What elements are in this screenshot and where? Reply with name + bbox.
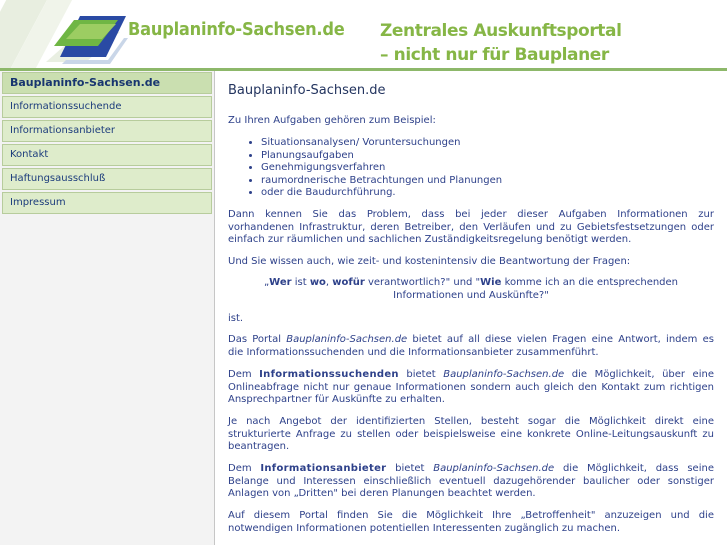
text-line: Anlagen von „Dritten" bei deren Planungen beachtet werden. bbox=[228, 488, 536, 499]
text-line: beantragen. bbox=[228, 441, 290, 452]
emphasis: Wer bbox=[269, 277, 292, 288]
problem-paragraph bbox=[228, 209, 714, 247]
page-title: Bauplaninfo-Sachsen.de bbox=[228, 83, 386, 98]
text-line: einfach zur räumlichen und sachlichen Zuständigkeitsregelung benötigt werden. bbox=[228, 234, 632, 245]
sidebar-item-haftungsausschluss[interactable]: Haftungsausschluß bbox=[2, 168, 212, 190]
list-item: • Situationsanalysen/ Voruntersuchungen bbox=[261, 137, 502, 150]
text-fragment: , bbox=[325, 277, 333, 288]
emphasis: Informationsanbieter bbox=[260, 463, 387, 474]
task-list bbox=[228, 137, 502, 200]
text-line: Ansprechpartner für Auskünfte zu erhalten. bbox=[228, 394, 445, 405]
text-line: Auf diesem Portal finden Sie die Möglichkeit Ihre „Betroffenheit" anzuzeigen und die bbox=[228, 510, 714, 521]
emphasis: wo bbox=[309, 277, 326, 288]
sidebar-item-informationsanbieter[interactable]: Informationsanbieter bbox=[2, 120, 212, 142]
seekers-paragraph bbox=[228, 369, 714, 407]
text-fragment: verantwortlich?" und " bbox=[364, 277, 481, 288]
list-item: • Genehmigungsverfahren bbox=[261, 162, 502, 175]
providers-paragraph bbox=[228, 463, 714, 501]
direct-paragraph bbox=[228, 416, 714, 454]
emphasis: Informationssuchenden bbox=[259, 369, 399, 380]
intro-text: Zu Ihren Aufgaben gehören zum Beispiel: bbox=[228, 115, 436, 126]
slogan-line: Zentrales Auskunftsportal bbox=[380, 21, 622, 41]
portal-name: Bauplaninfo-Sachsen.de bbox=[443, 369, 565, 380]
text-line: Belange und Interessen einschließlich eventuell dazugehörender baulicher oder sonstiger bbox=[228, 475, 714, 487]
concern-paragraph bbox=[228, 510, 714, 535]
ist-text: ist. bbox=[228, 313, 244, 324]
site-logo[interactable] bbox=[40, 2, 136, 64]
text-fragment: Dem bbox=[228, 369, 260, 380]
portal-name: Bauplaninfo-Sachsen.de bbox=[286, 334, 408, 345]
text-line: die Informationssuchenden und die Informationsanbieter zusammenführt. bbox=[228, 346, 599, 358]
text-line bbox=[228, 334, 714, 347]
text-line: Informationen und Auskünfte?" bbox=[393, 289, 549, 301]
text-fragment: die Möglichkeit, dass seine bbox=[554, 463, 714, 474]
slogan bbox=[380, 19, 622, 67]
text-fragment: Das Portal bbox=[228, 334, 287, 345]
text-line bbox=[228, 369, 714, 382]
text-line: Dann kennen Sie das Problem, dass bei jeder dieser Aufgaben Informationen zur bbox=[228, 209, 714, 220]
text-fragment: ist bbox=[291, 277, 310, 288]
text-line: strukturierte Anfrage zu stellen oder beispielsweise eine konkrete Online-Leitungsauskunft zu bbox=[228, 428, 714, 440]
sidebar-item-home[interactable]: Bauplaninfo-Sachsen.de bbox=[2, 72, 212, 94]
text-fragment: komme ich an die entsprechenden bbox=[501, 277, 679, 288]
question-quote bbox=[258, 277, 684, 302]
text-fragment: bietet bbox=[386, 463, 434, 474]
sidebar-item-kontakt[interactable]: Kontakt bbox=[2, 144, 212, 166]
list-item: • raumordnerische Betrachtungen und Planungen bbox=[261, 175, 502, 188]
slogan-line: – nicht nur für Bauplaner bbox=[380, 45, 609, 65]
site-title: Bauplaninfo-Sachsen.de bbox=[128, 19, 345, 40]
text-line: Je nach Angebot der identifizierten Stellen, besteht sogar die Möglichkeit direkt eine bbox=[228, 416, 714, 427]
time-cost-text: Und Sie wissen auch, wie zeit- und kostenintensiv die Beantwortung der Fragen: bbox=[228, 256, 631, 267]
text-line bbox=[228, 463, 714, 476]
text-line: notwendigen Informationen potentiellen Interessenten zugänglich zu machen. bbox=[228, 522, 621, 534]
sidebar-item-informationssuchende[interactable]: Informationssuchende bbox=[2, 96, 212, 118]
text-line bbox=[258, 277, 684, 290]
quote-mark: „ bbox=[263, 277, 270, 288]
sidebar-item-impressum[interactable]: Impressum bbox=[2, 192, 212, 214]
sidebar bbox=[0, 71, 215, 545]
text-fragment: Dem bbox=[228, 463, 261, 474]
list-item: • oder die Baudurchführung. bbox=[261, 187, 502, 200]
list-item: • Planungsaufgaben bbox=[261, 150, 502, 163]
site-header bbox=[0, 0, 727, 68]
text-fragment: bietet bbox=[398, 369, 444, 380]
emphasis: wofür bbox=[332, 277, 365, 288]
text-line: vorhandenen Infrastruktur, deren Betreiber, den Verläufen und zu Gebietsfestsetzungen oder bbox=[228, 221, 714, 233]
portal-name: Bauplaninfo-Sachsen.de bbox=[433, 463, 555, 474]
text-line: Onlineabfrage nicht nur genaue Informationen sondern auch gleich den Kontakt zum richtigen bbox=[228, 381, 714, 393]
emphasis: Wie bbox=[480, 277, 502, 288]
text-fragment: bietet auf all diese vielen Fragen eine Antwort, indem es bbox=[407, 334, 714, 345]
text-fragment: die Möglichkeit, über eine bbox=[564, 369, 714, 380]
portal-paragraph bbox=[228, 334, 714, 359]
